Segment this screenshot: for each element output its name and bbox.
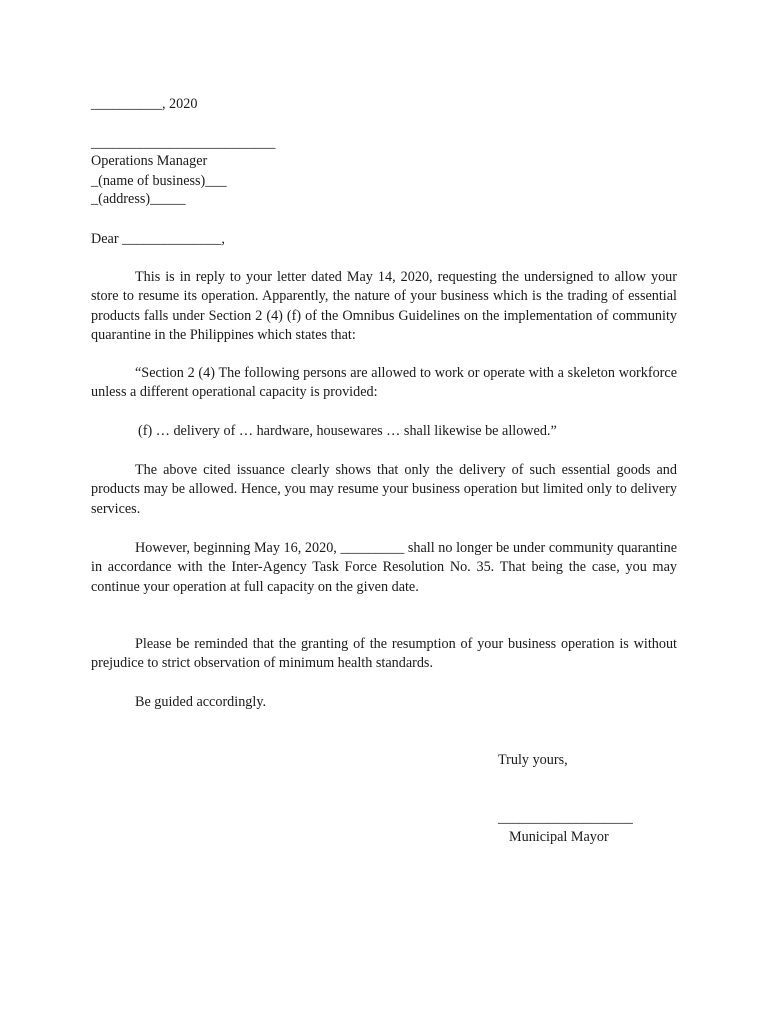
recipient-name-blank: __________________________ — [91, 135, 276, 151]
recipient-address: _(address)_____ — [91, 191, 186, 207]
paragraph-3: However, beginning May 16, 2020, _________ shall no longer be under community quarantine in accordance with the Inter-Agency Task Force Resolution No. 35. That being the case, you may continue your operation at full capacity on the given date. — [91, 540, 677, 595]
recipient-business: _(name of business)___ — [91, 173, 227, 189]
paragraph-2: The above cited issuance clearly shows that only the delivery of such essential goods and products may be allowed. Hence, you may resume your business operation but limited only to delivery services. — [91, 462, 677, 517]
paragraph-1: This is in reply to your letter dated May 14, 2020, requesting the undersigned to allow your store to resume its operation. Apparently, the nature of your business which is the trading of essential products falls under Section 2 (4) (f) of the Omnibus Guidelines on the implementation of community quarantine in the Philippines which states that: — [91, 269, 677, 343]
paragraph-5: Be guided accordingly. — [135, 694, 267, 710]
recipient-title: Operations Manager — [91, 153, 208, 169]
signature-blank: ___________________ — [498, 810, 633, 826]
closing: Truly yours, — [498, 752, 568, 768]
paragraph-4: Please be reminded that the granting of the resumption of your business operation is without prejudice to strict observation of minimum health standards. — [91, 636, 677, 672]
date-line: __________, 2020 — [91, 96, 198, 112]
signatory-title: Municipal Mayor — [509, 829, 609, 845]
quoted-section: “Section 2 (4) The following persons are allowed to work or operate with a skeleton workforce unless a different operational capacity is provided: — [91, 365, 677, 401]
salutation: Dear ______________, — [91, 231, 225, 247]
quoted-item-f: (f) … delivery of … hardware, housewares … shall likewise be allowed.” — [138, 423, 557, 439]
